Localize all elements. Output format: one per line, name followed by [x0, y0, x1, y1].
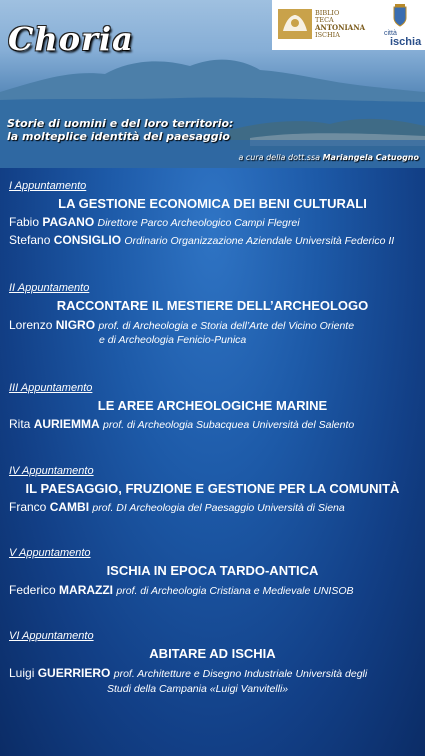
event-title: Choria — [8, 20, 134, 58]
speaker-role-continued: Studi della Campania «Luigi Vanvitelli» — [107, 683, 289, 695]
city-label-big: ischia — [390, 36, 422, 48]
session-title: RACCONTARE IL MESTIERE DELL’ARCHEOLOGO — [56, 298, 369, 313]
speaker: Luigi GUERRIERO prof. Architetture e Disegno Industriale Università degli — [9, 666, 368, 680]
session-title: LA GESTIONE ECONOMICA DEI BENI CULTURALI — [58, 196, 367, 211]
speaker-role-continued: e di Archeologia Fenicio-Punica — [99, 334, 247, 346]
session-title: ISCHIA IN EPOCA TARDO-ANTICA — [106, 563, 319, 578]
city-label-small: città — [384, 30, 397, 37]
session-title: LE AREE ARCHEOLOGICHE MARINE — [97, 398, 328, 413]
city-crest-icon — [392, 4, 408, 28]
session-label: V Appuntamento — [9, 547, 91, 559]
speaker: Stefano CONSIGLIO Ordinario Organizzazione Aziendale Università Federico II — [9, 233, 395, 247]
session-title: IL PAESAGGIO, FRUZIONE E GESTIONE PER LA COMUNITÀ — [25, 481, 400, 496]
speaker: Franco CAMBI prof. DI Archeologia del Paesaggio Università di Siena — [9, 500, 345, 514]
session-label: II Appuntamento — [9, 282, 90, 294]
speaker: Fabio PAGANO Direttore Parco Archeologico Campi Flegrei — [9, 215, 300, 229]
speaker: Lorenzo NIGRO prof. di Archeologia e Storia dell’Arte del Vicino Oriente — [9, 318, 355, 332]
curator-name: Mariangela Catuogno — [322, 153, 419, 162]
speaker: Federico MARAZZI prof. di Archeologia Cristiana e Medievale UNISOB — [9, 583, 354, 597]
logo-line-2: TECA — [315, 16, 334, 24]
biblioteca-logo-text — [315, 10, 365, 39]
session-label: IV Appuntamento — [9, 465, 94, 477]
speaker: Rita AURIEMMA prof. di Archeologia Subacquea Università del Salento — [9, 417, 355, 431]
session-label: III Appuntamento — [9, 382, 93, 394]
logo-line-4: ISCHIA — [315, 31, 340, 39]
session-title: ABITARE AD ISCHIA — [149, 646, 276, 661]
event-subtitle — [7, 117, 267, 143]
subtitle-line-1: Storie di uomini e del loro territorio: — [7, 117, 234, 130]
logo-line-1: BIBLIO — [315, 9, 340, 17]
logo-line-3: ANTONIANA — [315, 23, 366, 32]
curator-prefix: a cura della dott.ssa — [238, 153, 321, 162]
session-label: VI Appuntamento — [9, 630, 94, 642]
biblioteca-logo-icon — [278, 9, 312, 39]
curator-credit — [238, 153, 419, 162]
subtitle-line-2: la molteplice identità del paesaggio — [7, 130, 230, 143]
header-banner — [0, 0, 425, 168]
sponsor-logos — [272, 0, 425, 50]
session-label: I Appuntamento — [9, 180, 87, 192]
